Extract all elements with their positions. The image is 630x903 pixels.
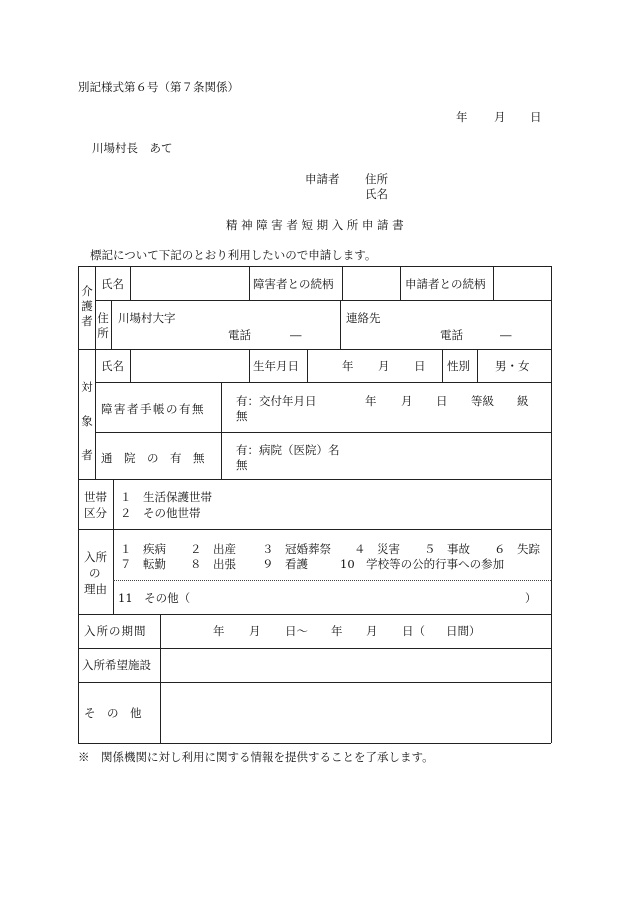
reason-item-4: ４ 災害 xyxy=(354,542,400,556)
contact-label: 連絡先 xyxy=(346,311,381,325)
reason-label-1: 入所 xyxy=(84,550,107,564)
date-month-label: 月 xyxy=(494,110,506,124)
grade-label: 等級 xyxy=(471,394,494,408)
caregiver-section-label: 介護者 xyxy=(81,284,93,328)
handbook-yes: 有：交付年月日 xyxy=(236,394,317,408)
caregiver-address-value: 川場村大字 xyxy=(118,311,176,325)
household-label-1: 世帯 xyxy=(84,490,107,504)
reason-item-3: ３ 冠婚葬祭 xyxy=(262,542,331,556)
other-label: そ の 他 xyxy=(84,706,142,720)
reason-label-2: の xyxy=(89,566,101,580)
reason-label-3: 理由 xyxy=(84,582,107,596)
handbook-no: 無 xyxy=(236,409,248,423)
caregiver-phone-label: 電話 xyxy=(228,328,251,342)
contact-phone-dash: ― xyxy=(500,328,512,342)
birth-date-label: 生年月日 xyxy=(253,359,299,373)
reason-item-9: ９ 看護 xyxy=(262,557,308,571)
birth-day-label: 日 xyxy=(414,359,426,373)
subject-section-label: 対象者 xyxy=(81,380,93,462)
subject-name-label: 氏名 xyxy=(101,359,124,373)
reason-other-close: ） xyxy=(525,591,537,605)
grade-unit: 級 xyxy=(517,394,529,408)
period-month-2: 月 xyxy=(366,624,378,638)
caregiver-phone-dash: ― xyxy=(290,328,302,342)
applicant-address-label: 住所 xyxy=(365,172,388,186)
period-year-2: 年 xyxy=(331,624,343,638)
period-year-1: 年 xyxy=(213,624,225,638)
birth-year-label: 年 xyxy=(342,359,354,373)
period-label: 入所の期間 xyxy=(84,624,147,638)
applicant-label: 申請者 xyxy=(305,172,340,186)
period-day-2: 日（ xyxy=(402,624,425,638)
household-option-1: １ 生活保護世帯 xyxy=(120,490,212,504)
hospital-label: 通 院 の 有 無 xyxy=(101,451,205,465)
handbook-year-label: 年 xyxy=(365,394,377,408)
addressee: 川場村長 あて xyxy=(92,141,173,155)
birth-month-label: 月 xyxy=(378,359,390,373)
reason-item-10: 10 学校等の公的行事への参加 xyxy=(340,557,505,571)
reason-item-7: ７ 転勤 xyxy=(120,557,166,571)
period-month-1: 月 xyxy=(249,624,261,638)
relation-disabled-label: 障害者との続柄 xyxy=(253,277,334,291)
hospital-no: 無 xyxy=(236,458,248,472)
date-year-label: 年 xyxy=(456,110,468,124)
intro-text: 標記について下記のとおり利用したいので申請します。 xyxy=(90,248,377,262)
reason-item-2: ２ 出産 xyxy=(190,542,236,556)
handbook-label: 障害者手帳の有無 xyxy=(101,402,205,416)
handbook-day-label: 日 xyxy=(436,394,448,408)
sex-label: 性別 xyxy=(447,359,470,373)
sex-value: 男・女 xyxy=(495,359,530,373)
reason-item-5: ５ 事故 xyxy=(424,542,470,556)
form-number: 別記様式第６号（第７条関係） xyxy=(78,80,239,94)
reason-item-6: ６ 失踪 xyxy=(494,542,540,556)
applicant-name-label: 氏名 xyxy=(365,187,388,201)
reason-other-label: 11 その他（ xyxy=(118,591,191,605)
caregiver-name-label: 氏名 xyxy=(101,277,124,291)
contact-phone-label: 電話 xyxy=(440,328,463,342)
household-option-2: ２ その他世帯 xyxy=(120,506,201,520)
footer-note: ※ 関係機関に対し利用に関する情報を提供することを了承します。 xyxy=(78,750,434,764)
document-title: 精神障害者短期入所申請書 xyxy=(226,218,408,232)
hospital-yes: 有：病院（医院）名 xyxy=(236,443,340,457)
handbook-month-label: 月 xyxy=(401,394,413,408)
reason-item-8: ８ 出張 xyxy=(190,557,236,571)
date-day-label: 日 xyxy=(530,110,542,124)
facility-label: 入所希望施設 xyxy=(82,658,151,672)
reason-item-1: １ 疾病 xyxy=(120,542,166,556)
household-label-2: 区分 xyxy=(84,506,107,520)
caregiver-address-label: 住所 xyxy=(97,311,109,340)
period-days: 日間） xyxy=(446,624,481,638)
relation-applicant-label: 申請者との続柄 xyxy=(405,277,486,291)
period-day-1: 日～ xyxy=(285,624,308,638)
